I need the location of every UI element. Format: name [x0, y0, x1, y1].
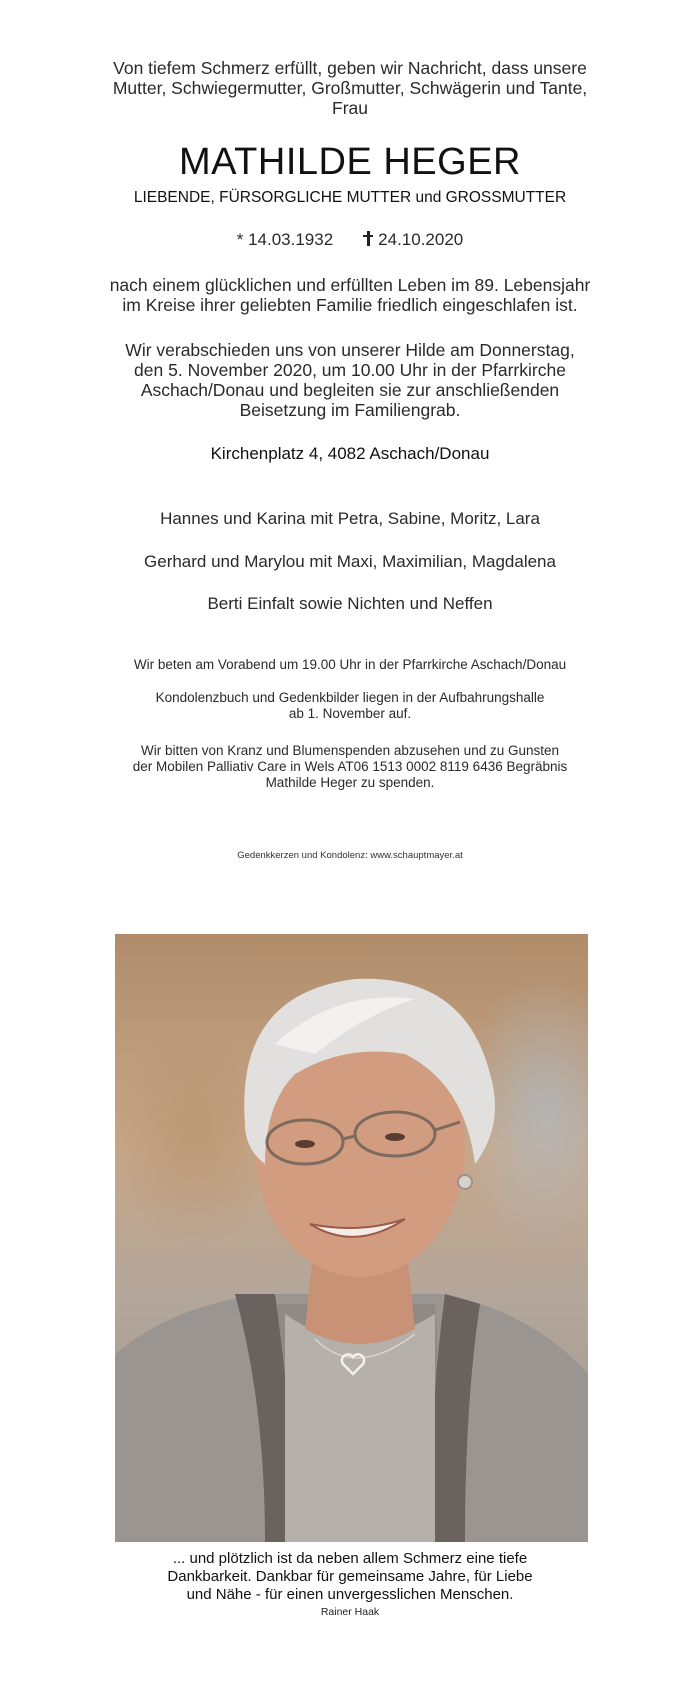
farewell-line: Wir verabschieden uns von unserer Hilde am Donnerstag, — [125, 340, 575, 360]
life-dates — [0, 230, 700, 250]
death-date: 24.10.2020 — [378, 230, 464, 249]
family-member-line: Hannes und Karina mit Petra, Sabine, Moritz, Lara — [160, 509, 540, 528]
intro-line: Mutter, Schwiegermutter, Großmutter, Schwägerin und Tante, — [112, 78, 588, 98]
deceased-subtitle: LIEBENDE, FÜRSORGLICHE MUTTER und GROSSMUTTER — [133, 189, 567, 206]
birth-date: * 14.03.1932 — [236, 230, 334, 249]
deceased-name: MATHILDE HEGER — [178, 141, 521, 183]
intro-line: Frau — [332, 98, 368, 118]
condolence-line: ab 1. November auf. — [288, 706, 412, 721]
cross-icon — [363, 231, 373, 246]
closing-quote — [0, 1550, 700, 1604]
passing-line: im Kreise ihrer geliebten Familie friedlich eingeschlafen ist. — [122, 295, 578, 315]
quote-line: Dankbarkeit. Dankbar für gemeinsame Jahre, für Liebe — [167, 1568, 533, 1585]
donation-line: der Mobilen Palliativ Care in Wels AT06 1513 0002 8119 6436 Begräbnis — [132, 759, 568, 774]
condolence-line: Kondolenzbuch und Gedenkbilder liegen in der Aufbahrungshalle — [155, 690, 545, 705]
donation-note — [0, 743, 700, 791]
family-member-line: Berti Einfalt sowie Nichten und Neffen — [207, 594, 493, 613]
prayer-note: Wir beten am Vorabend um 19.00 Uhr in der Pfarrkirche Aschach/Donau — [133, 657, 567, 672]
condolence-note — [0, 690, 700, 722]
quote-author: Rainer Haak — [320, 1606, 380, 1618]
quote-line: ... und plötzlich ist da neben allem Schmerz eine tiefe — [172, 1550, 528, 1567]
intro-text — [0, 58, 700, 118]
passing-text — [0, 275, 700, 315]
portrait-photo — [115, 934, 588, 1542]
condolence-website: Gedenkkerzen und Kondolenz: www.schauptmayer.at — [237, 850, 463, 861]
church-address: Kirchenplatz 4, 4082 Aschach/Donau — [210, 444, 490, 463]
donation-line: Wir bitten von Kranz und Blumenspenden abzusehen und zu Gunsten — [140, 743, 560, 758]
farewell-line: Aschach/Donau und begleiten sie zur anschließenden — [140, 380, 560, 400]
farewell-line: Beisetzung im Familiengrab. — [239, 400, 461, 420]
farewell-line: den 5. November 2020, um 10.00 Uhr in der Pfarrkirche — [134, 360, 566, 380]
intro-line: Von tiefem Schmerz erfüllt, geben wir Nachricht, dass unsere — [113, 58, 587, 78]
family-member-line: Gerhard und Marylou mit Maxi, Maximilian, Magdalena — [144, 552, 556, 571]
donation-line: Mathilde Heger zu spenden. — [265, 775, 435, 790]
farewell-text — [0, 340, 700, 420]
passing-line: nach einem glücklichen und erfüllten Leben im 89. Lebensjahr — [109, 275, 591, 295]
quote-line: und Nähe - für einen unvergesslichen Menschen. — [186, 1586, 514, 1603]
